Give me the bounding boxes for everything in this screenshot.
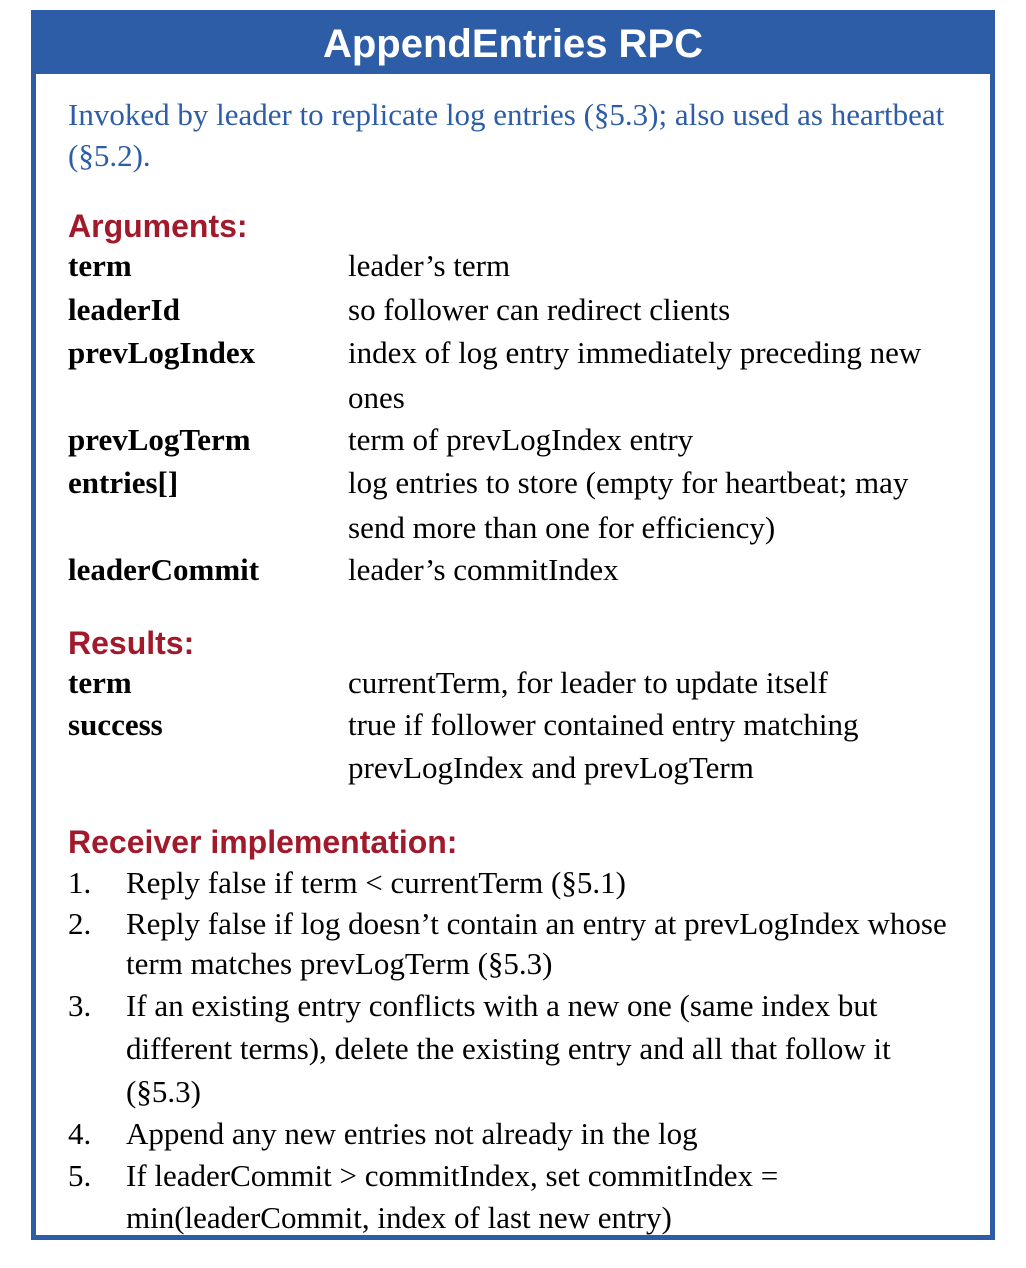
argument-desc: term of prevLogIndex entry <box>348 422 694 457</box>
argument-name: prevLogIndex <box>68 335 256 370</box>
arguments-heading: Arguments: <box>68 208 248 244</box>
arguments-list <box>68 246 970 590</box>
receiver-step <box>68 1155 970 1239</box>
results-list <box>68 663 970 789</box>
result-name: success <box>68 707 163 742</box>
argument-name: term <box>68 248 132 283</box>
step-number: 3. <box>68 988 92 1023</box>
receiver-step <box>68 1113 970 1155</box>
step-text: If leaderCommit > commitIndex, set commitIndex = min(leaderCommit, index of last new entry) <box>126 1158 779 1235</box>
result-row <box>68 663 970 703</box>
argument-row <box>68 246 970 286</box>
argument-row <box>68 550 970 590</box>
step-text: Append any new entries not already in the log <box>126 1116 698 1151</box>
results-section <box>68 623 970 789</box>
argument-name: prevLogTerm <box>68 422 251 457</box>
argument-desc: so follower can redirect clients <box>348 292 731 327</box>
argument-row <box>68 420 970 460</box>
argument-name: leaderId <box>68 292 180 327</box>
argument-desc: index of log entry immediately preceding new ones <box>348 335 922 415</box>
receiver-step <box>68 904 970 984</box>
argument-name: entries[] <box>68 465 179 500</box>
step-text: If an existing entry conflicts with a new one (same index but different terms), delete the existing entry and all that follow it (§5.3) <box>126 988 891 1109</box>
result-desc: true if follower contained entry matching prevLogIndex and prevLogTerm <box>348 707 859 785</box>
argument-desc: leader’s term <box>348 248 511 283</box>
step-text: Reply false if term < currentTerm (§5.1) <box>126 865 626 900</box>
receiver-steps <box>68 862 970 1239</box>
card-title: AppendEntries RPC <box>36 15 990 74</box>
receiver-step <box>68 862 970 904</box>
step-text: Reply false if log doesn’t contain an entry at prevLogIndex whose term matches prevLogTerm (§5.3) <box>126 906 947 981</box>
argument-row <box>68 290 970 330</box>
arguments-section <box>68 206 970 590</box>
argument-desc: leader’s commitIndex <box>348 552 619 587</box>
argument-row <box>68 330 970 420</box>
step-number: 4. <box>68 1116 92 1151</box>
receiver-heading: Receiver implementation: <box>68 824 458 860</box>
step-number: 5. <box>68 1158 92 1193</box>
rpc-card <box>31 10 995 1240</box>
argument-row <box>68 460 970 550</box>
result-desc: currentTerm, for leader to update itself <box>348 665 828 700</box>
step-number: 2. <box>68 906 92 941</box>
argument-desc: log entries to store (empty for heartbeat; may send more than one for efficiency) <box>348 465 909 545</box>
argument-name: leaderCommit <box>68 552 260 587</box>
result-row <box>68 703 970 789</box>
receiver-section <box>68 822 970 1239</box>
card-content <box>68 74 970 1239</box>
card-intro: Invoked by leader to replicate log entries (§5.3); also used as heartbeat (§5.2). <box>68 97 945 173</box>
result-name: term <box>68 665 132 700</box>
results-heading: Results: <box>68 625 195 661</box>
receiver-step <box>68 984 970 1113</box>
step-number: 1. <box>68 865 92 900</box>
